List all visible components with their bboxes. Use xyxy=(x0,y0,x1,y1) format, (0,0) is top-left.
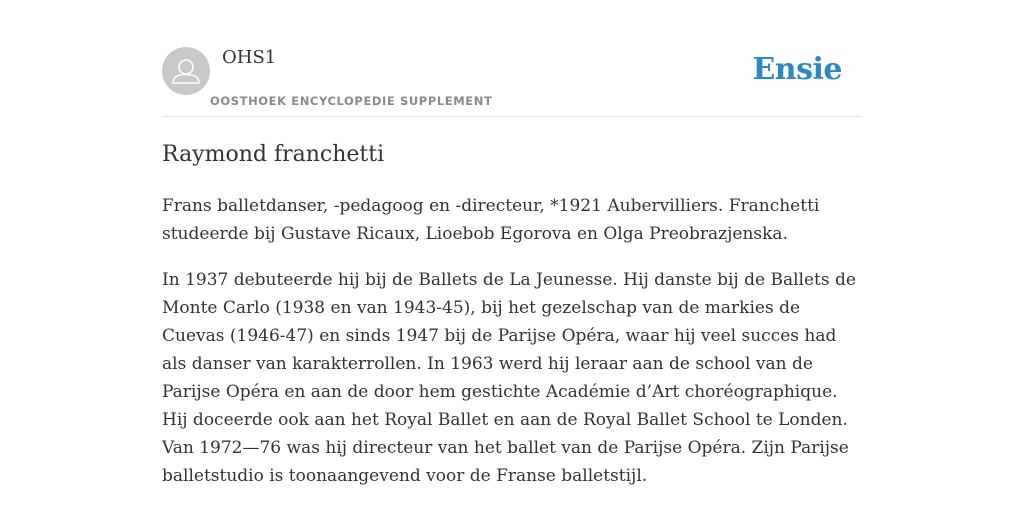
article-paragraph: In 1937 debuteerde hij bij de Ballets de La Jeunesse. Hij danste bij de Ballets de Monte Carlo (1938 en van 1943-45), bij het gezelschap van de markies de Cuevas (1946-47) en sinds 1947 bij de Parijse Opéra, waar hij veel succes had als danser van karakterrollen. In 1963 werd hij leraar aan de school van de Parijse Opéra en aan de door hem gestichte Académie d’Art choréographique. Hij doceerde ook aan het Royal Ballet en aan de Royal Ballet School te Londen. Van 1972—76 was hij directeur van het ballet van de Parijse Opéra. Zijn Parijse balletstudio is toonaangevend voor de Franse balletstijl. xyxy=(162,270,856,486)
article-header xyxy=(162,46,862,117)
site-logo[interactable]: Ensie xyxy=(752,52,842,87)
source-label[interactable]: OOSTHOEK ENCYCLOPEDIE SUPPLEMENT xyxy=(210,94,493,108)
article-title: Raymond franchetti xyxy=(162,142,385,167)
author-name[interactable]: OHS1 xyxy=(222,47,277,68)
article-paragraph: Frans balletdanser, -pedagoog en -directeur, *1921 Aubervilliers. Franchetti studeerde bij Gustave Ricaux, Lioebob Egorova en Olga Preobrazjenska. xyxy=(162,196,820,244)
article-body xyxy=(162,192,862,508)
author-avatar[interactable] xyxy=(162,47,210,95)
user-icon xyxy=(162,47,210,95)
